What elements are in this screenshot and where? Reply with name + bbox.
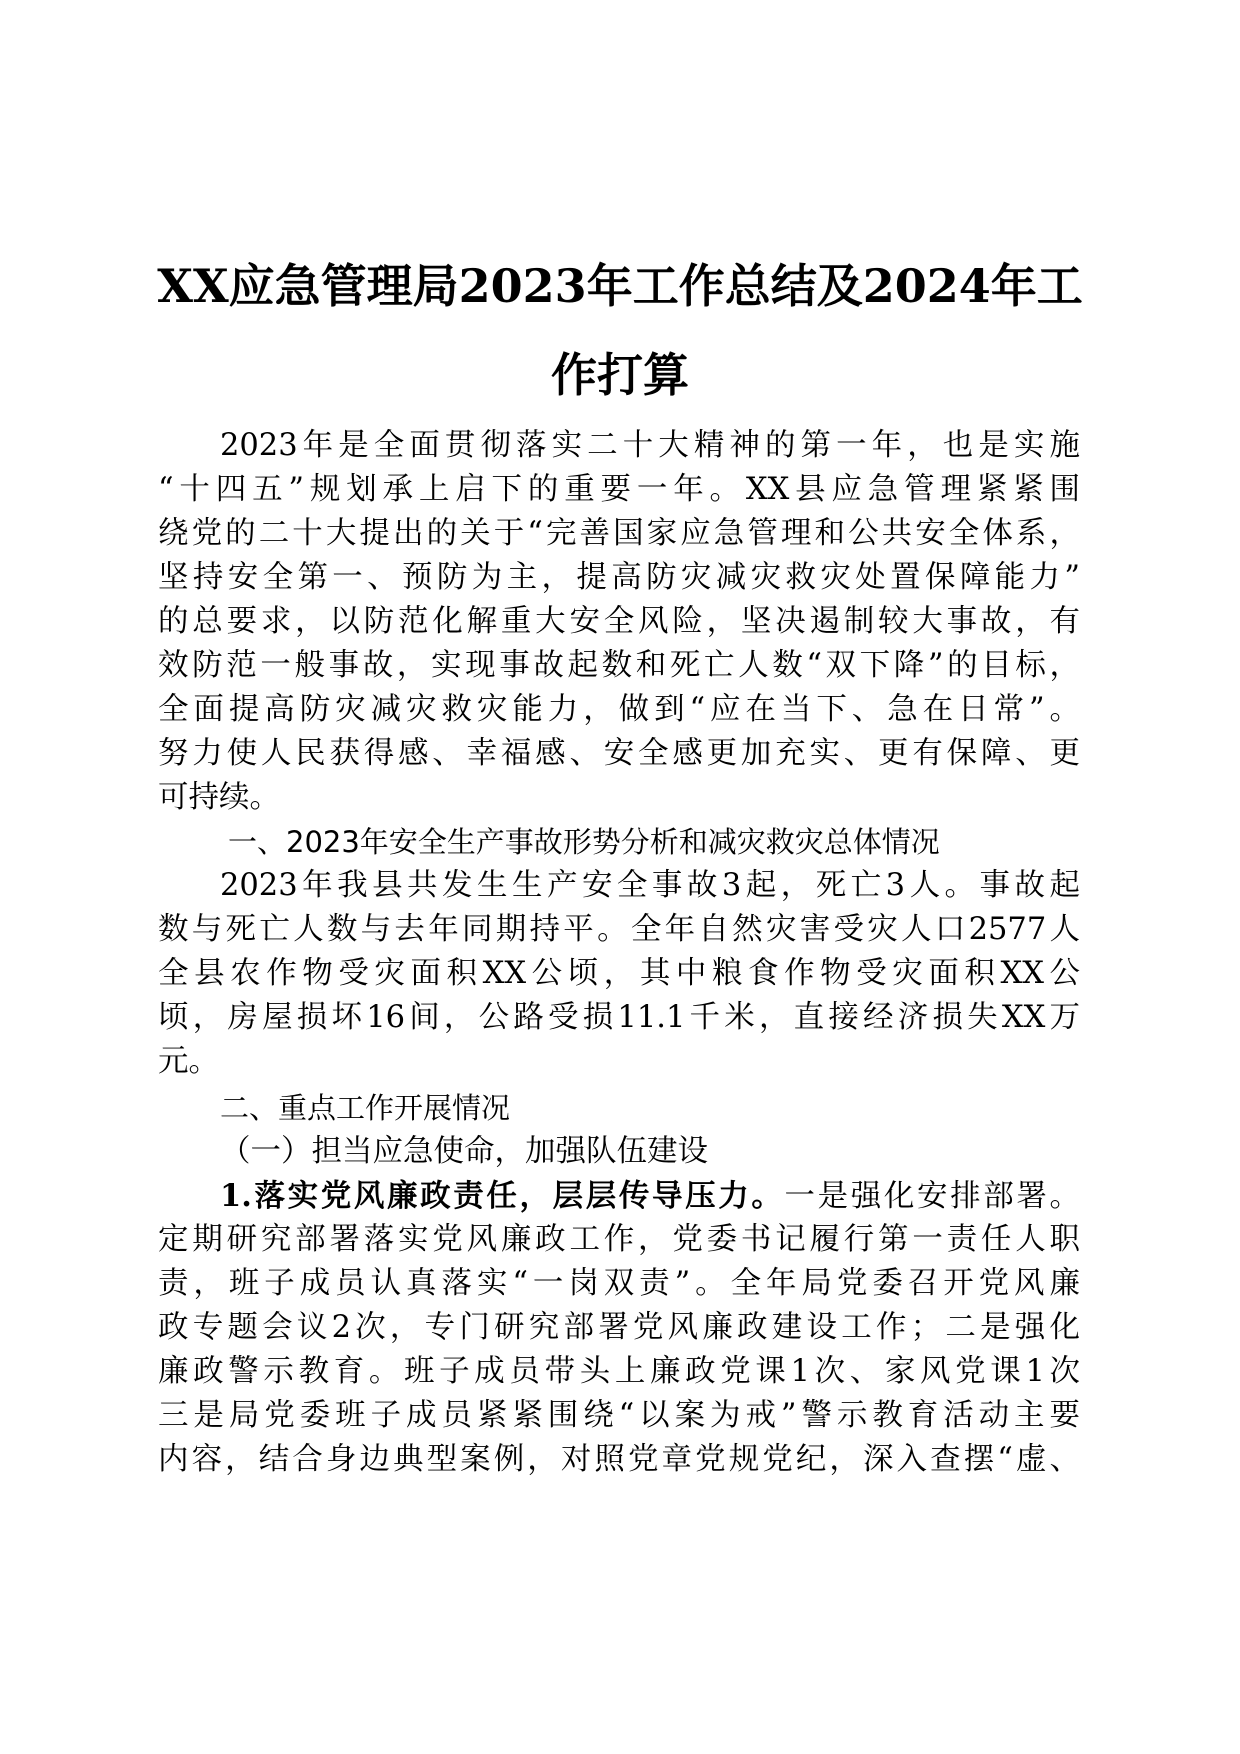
paragraph-line-with-bold-lead <box>158 1174 1080 1218</box>
paragraph-line: 可持续。 <box>158 780 280 815</box>
paragraph-line: 效防范一般事故，实现事故起数和死亡人数“双下降”的目标， <box>158 648 1080 683</box>
subsection-heading: （一）担当应急使命，加强队伍建设 <box>220 1134 708 1169</box>
paragraph-line: 2023年是全面贯彻落实二十大精神的第一年，也是实施 <box>220 428 1080 463</box>
paragraph-line: 顷，房屋损坏16间，公路受损11.1千米，直接经济损失XX万 <box>158 1000 1080 1035</box>
paragraph-line: 定期研究部署落实党风廉政工作，党委书记履行第一责任人职 <box>158 1222 1080 1257</box>
paragraph-line: 全面提高防灾减灾救灾能力，做到“应在当下、急在日常”。 <box>158 692 1080 727</box>
bold-lead-text: 1.落实党风廉政责任，层层传导压力。 <box>220 1178 785 1214</box>
paragraph-line: 绕党的二十大提出的关于“完善国家应急管理和公共安全体系， <box>158 516 1080 551</box>
paragraph-line: 的总要求，以防范化解重大安全风险，坚决遏制较大事故，有 <box>158 604 1080 639</box>
paragraph-line: 全县农作物受灾面积XX公顷，其中粮食作物受灾面积XX公 <box>158 956 1080 991</box>
paragraph-line: 2023年我县共发生生产安全事故3起，死亡3人。事故起 <box>220 868 1080 903</box>
paragraph-line: 政专题会议2次，专门研究部署党风廉政建设工作；二是强化 <box>158 1310 1080 1345</box>
paragraph-line: 数与死亡人数与去年同期持平。全年自然灾害受灾人口2577人 <box>158 912 1080 947</box>
paragraph-line: 三是局党委班子成员紧紧围绕“以案为戒”警示教育活动主要 <box>158 1398 1080 1433</box>
document-title-line-2: 作打算 <box>551 348 689 402</box>
paragraph-line: 坚持安全第一、预防为主，提高防灾减灾救灾处置保障能力” <box>158 560 1080 595</box>
paragraph-line: “十四五”规划承上启下的重要一年。XX县应急管理紧紧围 <box>158 472 1080 507</box>
paragraph-line: 廉政警示教育。班子成员带头上廉政党课1次、家风党课1次 <box>158 1354 1080 1389</box>
paragraph-line: 内容，结合身边典型案例，对照党章党规党纪，深入查摆“虚、 <box>158 1442 1080 1477</box>
section-heading-2: 二、重点工作开展情况 <box>220 1091 511 1125</box>
paragraph-line: 责，班子成员认真落实“一岗双责”。全年局党委召开党风廉 <box>158 1266 1080 1301</box>
document-title-line-1: XX应急管理局2023年工作总结及2024年工 <box>157 259 1083 313</box>
lead-continuation-text: 一是强化安排部署。 <box>784 1179 1081 1214</box>
paragraph-line: 元。 <box>158 1044 219 1079</box>
paragraph-line: 努力使人民获得感、幸福感、安全感更加充实、更有保障、更 <box>158 736 1080 771</box>
section-heading-1: 一、2023年安全生产事故形势分析和减灾救灾总体情况 <box>228 825 940 859</box>
